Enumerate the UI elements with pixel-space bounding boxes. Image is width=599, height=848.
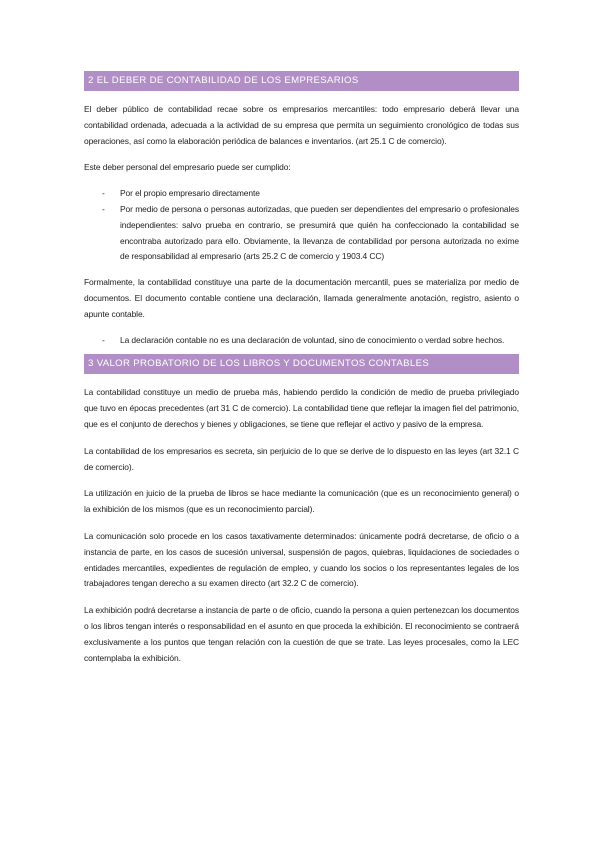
- section-heading-3: 3 VALOR PROBATORIO DE LOS LIBROS Y DOCUMENTOS CONTABLES: [84, 354, 519, 374]
- bullet-marker: -: [102, 188, 105, 199]
- bullet-marker: -: [102, 203, 105, 214]
- bullet-list: [84, 186, 519, 265]
- paragraph: El deber público de contabilidad recae sobre os empresarios mercantiles: todo empresario deberá llevar una contabilidad ordenada, adecuada a la actividad de su empresa que permita un seguimiento cronológico de todas sus operaciones, así como la elaboración periódica de balances e inventarios. (art 25.1 C de comercio).: [84, 104, 519, 146]
- paragraph: La comunicación solo procede en los casos taxativamente determinados: únicamente podrá decretarse, de oficio o a instancia de parte, en los casos de sucesión universal, suspensión de pagos, quiebras, liquidaciones de sociedades o entidades mercantiles, expedientes de regulación de empleo, y cuando los socios o los representantes legales de los trabajadores tengan derecho a su examen directo (art 32.2 C de comercio).: [84, 530, 519, 589]
- list-item-text: Por el propio empresario directamente: [120, 188, 260, 199]
- list-item-text: La declaración contable no es una declaración de voluntad, sino de conocimiento o verdad sobre hechos.: [120, 334, 505, 345]
- paragraph: La contabilidad constituye un medio de prueba más, habiendo perdido la condición de medio de prueba privilegiado que tuvo en épocas precedentes (art 31 C de comercio). La contabilidad tiene que reflejar la imagen fiel del patrimonio, que es el conjunto de derechos y bienes y obligaciones, se tiene que reflejar el activo y pasivo de la empresa.: [84, 387, 519, 429]
- paragraph: Este deber personal del empresario puede ser cumplido:: [84, 162, 291, 173]
- bullet-list: [84, 333, 519, 349]
- list-item: [84, 202, 519, 265]
- page-content: [84, 71, 519, 666]
- section-heading-2: 2 EL DEBER DE CONTABILIDAD DE LOS EMPRESARIOS: [84, 71, 519, 91]
- paragraph: La exhibición podrá decretarse a instancia de parte o de oficio, cuando la persona a quien pertenezcan los documentos o los libros tengan interés o responsabilidad en el asunto en que proceda la exhibición. El reconocimiento se contraerá exclusivamente a los puntos que tengan relación con la cuestión de que se trate. Las leyes procesales, como la LEC contemplaba la exhibición.: [84, 605, 519, 663]
- list-item-text: Por medio de persona o personas autorizadas, que pueden ser dependientes del empresario o profesionales independientes: salvo prueba en contrario, se presumirá que quién ha confeccionado la contabilidad se encontraba autorizado para ello. Obviamente, la llevanza de contabilidad por persona autorizada no exime de responsabilidad al empresario (arts 25.2 C de comercio y 1903.4 CC): [120, 203, 519, 262]
- list-item: [84, 186, 519, 202]
- paragraph: La contabilidad de los empresarios es secreta, sin perjuicio de lo que se derive de lo dispuesto en las leyes (art 32.1 C de comercio).: [84, 445, 519, 472]
- bullet-marker: -: [102, 334, 105, 345]
- paragraph: La utilización en juicio de la prueba de libros se hace mediante la comunicación (que es un reconocimiento general) o la exhibición de los mismos (que es un reconocimiento parcial).: [84, 488, 519, 515]
- paragraph: Formalmente, la contabilidad constituye una parte de la documentación mercantil, pues se materializa por medio de documentos. El documento contable contiene una declaración, llamada generalmente anotación, registro, asiento o apunte contable.: [84, 277, 519, 319]
- list-item: [84, 333, 519, 349]
